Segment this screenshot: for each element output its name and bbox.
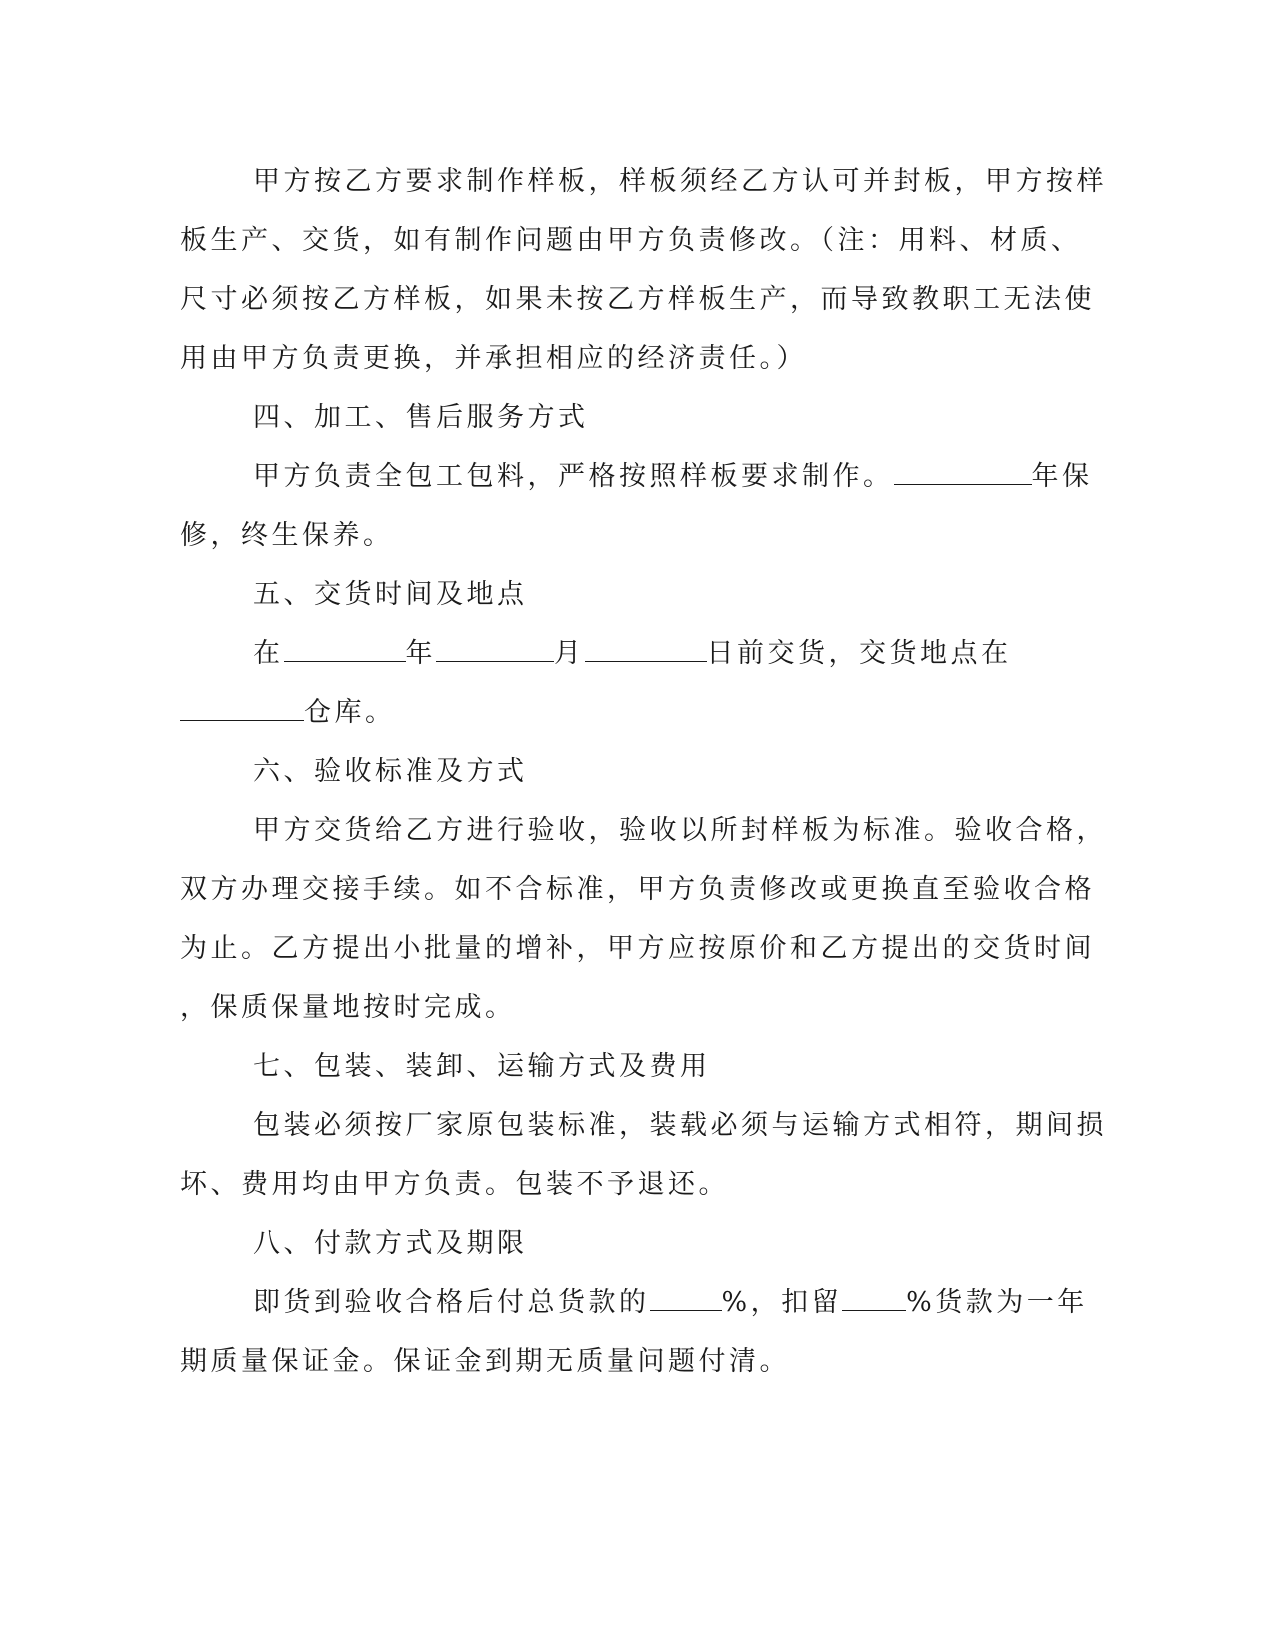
paragraph-line: 包装必须按厂家原包装标准，装载必须与运输方式相符，期间损 [253,1110,1107,1141]
paragraph-text: %货款为一年 [906,1287,1088,1318]
paragraph-line: 尺寸必须按乙方样板，如果未按乙方样板生产，而导致教职工无法使 [180,284,1095,315]
fill-blank [284,639,406,662]
paragraph-text: 即货到验收合格后付总货款的 [253,1287,650,1318]
paragraph-line: 修，终生保养。 [180,520,394,551]
paragraph-line: 甲方交货给乙方进行验收，验收以所封样板为标准。验收合格， [253,815,1107,846]
paragraph-line: 期质量保证金。保证金到期无质量问题付清。 [180,1346,790,1377]
paragraph-line: 用由甲方负责更换，并承担相应的经济责任。） [180,343,807,374]
paragraph-line [253,460,1093,494]
section-heading-8: 八、付款方式及期限 [253,1228,528,1259]
paragraph-text: 月 [554,638,585,669]
section-heading-7: 七、包装、装卸、运输方式及费用 [253,1051,711,1082]
section-heading-6: 六、验收标准及方式 [253,756,528,787]
section-heading-4: 四、加工、售后服务方式 [253,402,589,433]
paragraph-line: ，保质保量地按时完成。 [180,992,516,1023]
paragraph-line: 双方办理交接手续。如不合标准，甲方负责修改或更换直至验收合格 [180,874,1095,905]
paragraph-text: 在 [253,638,284,669]
paragraph-line [253,1286,1088,1320]
paragraph-line [180,696,396,730]
fill-blank [585,639,707,662]
fill-blank [842,1288,906,1311]
section-heading-5: 五、交货时间及地点 [253,579,528,610]
paragraph-line: 板生产、交货，如有制作问题由甲方负责修改。（注：用料、材质、 [180,225,1082,256]
paragraph-text: 仓库。 [304,697,396,728]
fill-blank [180,698,304,721]
paragraph-text: 甲方负责全包工包料，严格按照样板要求制作。 [253,461,894,492]
paragraph-line: 甲方按乙方要求制作样板，样板须经乙方认可并封板，甲方按样 [253,166,1107,197]
paragraph-line: 坏、费用均由甲方负责。包装不予退还。 [180,1169,729,1200]
paragraph-text: %，扣留 [721,1287,843,1318]
paragraph-line: 为止。乙方提出小批量的增补，甲方应按原价和乙方提出的交货时间 [180,933,1095,964]
paragraph-text: 年保 [1031,461,1093,492]
paragraph-line [253,637,1012,671]
paragraph-text: 日前交货，交货地点在 [706,638,1012,669]
fill-blank [650,1288,722,1311]
fill-blank [436,639,554,662]
paragraph-text: 年 [405,638,436,669]
fill-blank [894,462,1032,485]
